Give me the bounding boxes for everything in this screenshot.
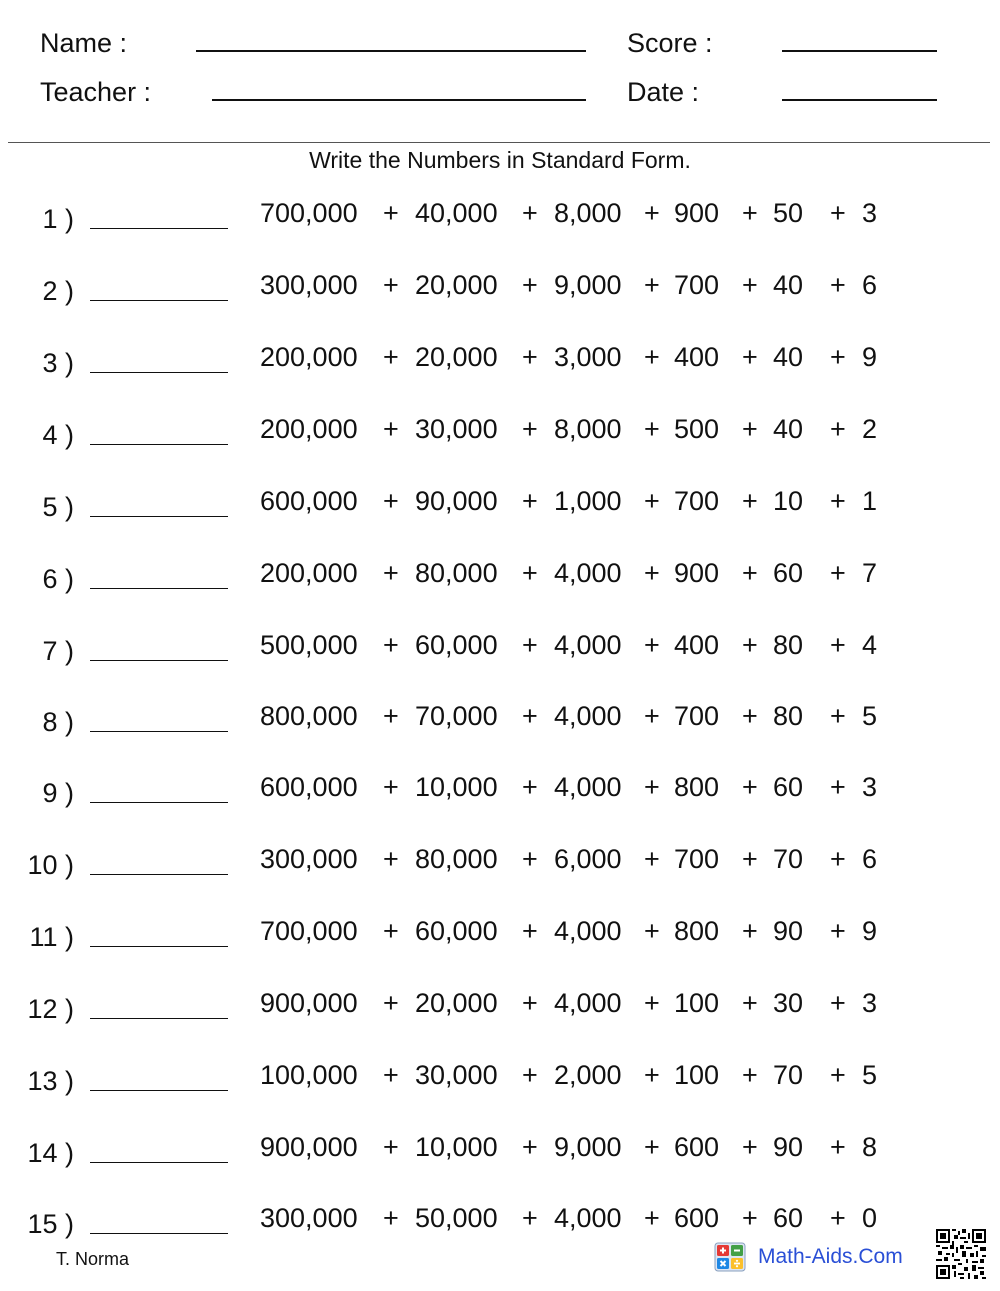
calculator-operations-icon [714, 1242, 746, 1272]
problem-row [0, 486, 1000, 526]
term: 800 [674, 916, 720, 946]
term: 10 [773, 486, 804, 516]
plus-sign: + [644, 1060, 660, 1090]
problem-number: 9 ) [42, 778, 74, 808]
plus-sign: + [522, 1060, 538, 1090]
problem-number: 12 ) [27, 994, 74, 1024]
plus-sign: + [644, 844, 660, 874]
term: 900,000 [260, 1132, 358, 1162]
plus-sign: + [742, 270, 758, 300]
term: 50,000 [415, 1203, 498, 1233]
problem-row [0, 701, 1000, 741]
term: 70 [773, 1060, 804, 1090]
term: 5 [862, 701, 878, 731]
term: 60 [773, 1203, 804, 1233]
term: 3 [862, 988, 878, 1018]
answer-blank[interactable] [90, 874, 228, 875]
term: 700,000 [260, 916, 358, 946]
plus-sign: + [522, 916, 538, 946]
plus-sign: + [383, 988, 399, 1018]
plus-sign: + [742, 630, 758, 660]
term: 80,000 [415, 844, 498, 874]
term: 900 [674, 198, 720, 228]
term: 600,000 [260, 772, 358, 802]
term: 4,000 [554, 701, 622, 731]
term: 100 [674, 988, 720, 1018]
term: 0 [862, 1203, 878, 1233]
plus-sign: + [742, 1203, 758, 1233]
problem-row [0, 1132, 1000, 1172]
problem-number: 5 ) [42, 492, 74, 522]
plus-sign: + [830, 1060, 846, 1090]
term: 200,000 [260, 342, 358, 372]
term: 3 [862, 198, 878, 228]
answer-blank[interactable] [90, 228, 228, 229]
term: 500,000 [260, 630, 358, 660]
plus-sign: + [383, 342, 399, 372]
author-name: T. Norma [56, 1249, 130, 1269]
problem-row [0, 630, 1000, 670]
brand-name[interactable]: Math-Aids.Com [758, 1245, 903, 1268]
plus-sign: + [830, 342, 846, 372]
plus-sign: + [522, 342, 538, 372]
term: 80 [773, 630, 804, 660]
term: 900 [674, 558, 720, 588]
plus-sign: + [383, 844, 399, 874]
plus-sign: + [644, 772, 660, 802]
problem-row [0, 988, 1000, 1028]
term: 4,000 [554, 772, 622, 802]
plus-sign: + [383, 558, 399, 588]
plus-sign: + [522, 270, 538, 300]
term: 6 [862, 844, 878, 874]
plus-sign: + [830, 1203, 846, 1233]
term: 3,000 [554, 342, 622, 372]
plus-sign: + [830, 198, 846, 228]
date-label: Date : [627, 77, 700, 107]
term: 30 [773, 988, 804, 1018]
teacher-field[interactable] [212, 99, 586, 101]
problem-row [0, 1203, 1000, 1243]
term: 4 [862, 630, 878, 660]
term: 20,000 [415, 988, 498, 1018]
plus-sign: + [522, 1203, 538, 1233]
term: 9,000 [554, 1132, 622, 1162]
problem-number: 3 ) [42, 348, 74, 378]
plus-sign: + [644, 988, 660, 1018]
plus-sign: + [830, 772, 846, 802]
plus-sign: + [742, 486, 758, 516]
term: 4,000 [554, 630, 622, 660]
term: 90 [773, 1132, 804, 1162]
plus-sign: + [522, 1132, 538, 1162]
term: 300,000 [260, 1203, 358, 1233]
term: 700 [674, 844, 720, 874]
answer-blank[interactable] [90, 444, 228, 445]
plus-sign: + [644, 1132, 660, 1162]
plus-sign: + [383, 270, 399, 300]
term: 200,000 [260, 558, 358, 588]
plus-sign: + [644, 558, 660, 588]
term: 600,000 [260, 486, 358, 516]
term: 40 [773, 270, 804, 300]
plus-sign: + [742, 1132, 758, 1162]
plus-sign: + [522, 414, 538, 444]
problem-number: 1 ) [42, 204, 74, 234]
term: 70 [773, 844, 804, 874]
plus-sign: + [522, 198, 538, 228]
problem-row [0, 772, 1000, 812]
term: 50 [773, 198, 804, 228]
score-label: Score : [627, 28, 713, 58]
plus-sign: + [830, 630, 846, 660]
plus-sign: + [742, 558, 758, 588]
term: 4,000 [554, 988, 622, 1018]
term: 60 [773, 772, 804, 802]
plus-sign: + [742, 414, 758, 444]
term: 9 [862, 916, 878, 946]
term: 500 [674, 414, 720, 444]
term: 80,000 [415, 558, 498, 588]
plus-sign: + [742, 342, 758, 372]
term: 90,000 [415, 486, 498, 516]
term: 90 [773, 916, 804, 946]
term: 8 [862, 1132, 878, 1162]
problem-row [0, 844, 1000, 884]
term: 800,000 [260, 701, 358, 731]
qr-code-icon [936, 1229, 986, 1279]
answer-blank[interactable] [90, 300, 228, 301]
problem-number: 11 ) [29, 922, 74, 952]
term: 40,000 [415, 198, 498, 228]
term: 20,000 [415, 342, 498, 372]
term: 8,000 [554, 414, 622, 444]
name-label: Name : [40, 28, 128, 58]
answer-blank[interactable] [90, 731, 228, 732]
term: 2,000 [554, 1060, 622, 1090]
plus-sign: + [383, 916, 399, 946]
plus-sign: + [742, 1060, 758, 1090]
answer-blank[interactable] [90, 1162, 228, 1163]
term: 100 [674, 1060, 720, 1090]
term: 700,000 [260, 198, 358, 228]
answer-blank[interactable] [90, 588, 228, 589]
answer-blank[interactable] [90, 1233, 228, 1234]
plus-sign: + [742, 772, 758, 802]
term: 600 [674, 1132, 720, 1162]
term: 400 [674, 342, 720, 372]
term: 900,000 [260, 988, 358, 1018]
term: 9,000 [554, 270, 622, 300]
answer-blank[interactable] [90, 660, 228, 661]
plus-sign: + [742, 916, 758, 946]
plus-sign: + [522, 988, 538, 1018]
plus-sign: + [383, 414, 399, 444]
problem-number: 8 ) [42, 707, 74, 737]
plus-sign: + [644, 916, 660, 946]
plus-sign: + [383, 701, 399, 731]
problem-number: 14 ) [27, 1138, 74, 1168]
problem-number: 4 ) [42, 420, 74, 450]
answer-blank[interactable] [90, 516, 228, 517]
problem-number: 6 ) [42, 564, 74, 594]
plus-sign: + [830, 844, 846, 874]
plus-sign: + [830, 988, 846, 1018]
instructions: Write the Numbers in Standard Form. [309, 147, 691, 173]
plus-sign: + [644, 342, 660, 372]
date-field[interactable] [782, 99, 937, 101]
term: 1 [862, 486, 878, 516]
problem-row [0, 1060, 1000, 1100]
problem-row [0, 558, 1000, 598]
plus-sign: + [830, 916, 846, 946]
header-divider [8, 142, 990, 143]
plus-sign: + [383, 1132, 399, 1162]
term: 40 [773, 342, 804, 372]
score-field[interactable] [782, 50, 937, 52]
problem-number: 13 ) [27, 1066, 74, 1096]
plus-sign: + [522, 558, 538, 588]
plus-sign: + [644, 414, 660, 444]
term: 1,000 [554, 486, 622, 516]
plus-sign: + [830, 270, 846, 300]
plus-sign: + [830, 414, 846, 444]
problem-number: 10 ) [27, 850, 74, 880]
term: 4,000 [554, 916, 622, 946]
term: 700 [674, 486, 720, 516]
plus-sign: + [830, 558, 846, 588]
term: 300,000 [260, 270, 358, 300]
answer-blank[interactable] [90, 802, 228, 803]
name-field[interactable] [196, 50, 586, 52]
term: 3 [862, 772, 878, 802]
term: 60,000 [415, 630, 498, 660]
term: 7 [862, 558, 878, 588]
plus-sign: + [383, 1203, 399, 1233]
problem-row [0, 414, 1000, 454]
term: 10,000 [415, 772, 498, 802]
plus-sign: + [742, 198, 758, 228]
plus-sign: + [742, 988, 758, 1018]
term: 8,000 [554, 198, 622, 228]
term: 4,000 [554, 1203, 622, 1233]
term: 9 [862, 342, 878, 372]
term: 6,000 [554, 844, 622, 874]
plus-sign: + [383, 486, 399, 516]
plus-sign: + [644, 630, 660, 660]
plus-sign: + [830, 1132, 846, 1162]
term: 100,000 [260, 1060, 358, 1090]
term: 2 [862, 414, 878, 444]
term: 60,000 [415, 916, 498, 946]
term: 5 [862, 1060, 878, 1090]
plus-sign: + [644, 1203, 660, 1233]
plus-sign: + [644, 701, 660, 731]
plus-sign: + [644, 198, 660, 228]
problem-number: 15 ) [27, 1209, 74, 1239]
term: 200,000 [260, 414, 358, 444]
term: 60 [773, 558, 804, 588]
plus-sign: + [742, 844, 758, 874]
plus-sign: + [522, 772, 538, 802]
term: 600 [674, 1203, 720, 1233]
term: 300,000 [260, 844, 358, 874]
plus-sign: + [522, 701, 538, 731]
term: 40 [773, 414, 804, 444]
plus-sign: + [383, 1060, 399, 1090]
term: 80 [773, 701, 804, 731]
problem-row [0, 198, 1000, 238]
plus-sign: + [644, 486, 660, 516]
plus-sign: + [830, 486, 846, 516]
plus-sign: + [383, 630, 399, 660]
problem-row [0, 342, 1000, 382]
problem-row [0, 916, 1000, 956]
term: 30,000 [415, 414, 498, 444]
plus-sign: + [522, 844, 538, 874]
term: 20,000 [415, 270, 498, 300]
term: 800 [674, 772, 720, 802]
term: 400 [674, 630, 720, 660]
term: 4,000 [554, 558, 622, 588]
term: 70,000 [415, 701, 498, 731]
plus-sign: + [522, 630, 538, 660]
term: 700 [674, 270, 720, 300]
answer-blank[interactable] [90, 1090, 228, 1091]
plus-sign: + [742, 701, 758, 731]
answer-blank[interactable] [90, 372, 228, 373]
problem-row [0, 270, 1000, 310]
plus-sign: + [644, 270, 660, 300]
plus-sign: + [383, 198, 399, 228]
term: 700 [674, 701, 720, 731]
teacher-label: Teacher : [40, 77, 152, 107]
term: 30,000 [415, 1060, 498, 1090]
term: 6 [862, 270, 878, 300]
plus-sign: + [830, 701, 846, 731]
plus-sign: + [522, 486, 538, 516]
answer-blank[interactable] [90, 946, 228, 947]
answer-blank[interactable] [90, 1018, 228, 1019]
term: 10,000 [415, 1132, 498, 1162]
problem-number: 7 ) [42, 636, 74, 666]
plus-sign: + [383, 772, 399, 802]
problem-number: 2 ) [42, 276, 74, 306]
